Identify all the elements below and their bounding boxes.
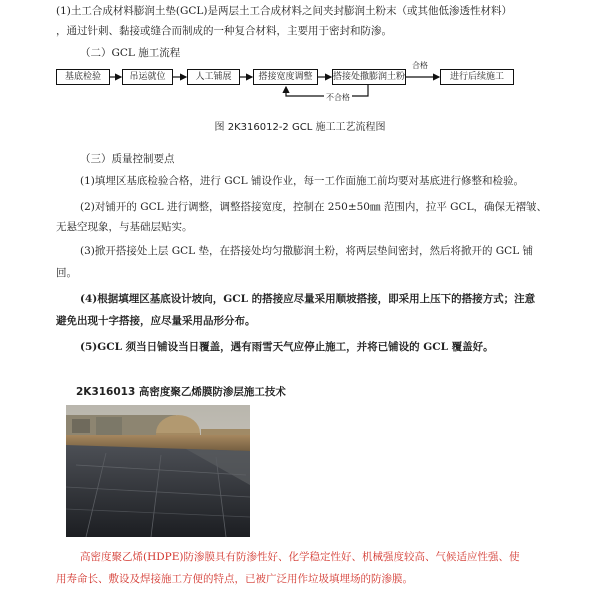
flow-pass-label: 合格 [412,61,428,70]
flow-step-base-inspection: 基底检验 [56,69,110,85]
section-heading-hdpe: 2K316013 高密度聚乙烯膜防渗层施工技术 [76,386,286,398]
section-heading-construction-flow: （二）GCL 施工流程 [80,47,181,59]
quality-point-1: (1)填埋区基底检验合格，进行 GCL 铺设作业，每一工作面施工前均要对基底进行修整和检验。 [80,175,524,187]
section-heading-quality-control: （三）质量控制要点 [80,153,175,165]
quality-point-2-line1: (2)对铺开的 GCL 进行调整，调整搭接宽度，控制在 250±50㎜ 范围内，拉平 GCL，确保无褶皱、 [80,201,548,213]
quality-point-3-line1: (3)掀开搭接处上层 GCL 垫，在搭接处均匀撒膨润土粉，将两层垫间密封，然后将掀开的 GCL 铺 [80,245,534,257]
hdpe-description-line2: 用寿命长、敷设及焊接施工方便的特点，已被广泛用作垃圾填埋场的防渗膜。 [56,573,413,585]
hdpe-landfill-photo [66,405,250,537]
quality-point-3-line2: 回。 [56,267,77,279]
quality-point-4-line2: 避免出现十字搭接，应尽量采用品形分布。 [56,315,256,327]
paragraph-gcl-definition-line2: ，通过针刺、黏接或缝合而制成的一种复合材料，主要用于密封和防渗。 [56,25,392,37]
hdpe-description-line1: 高密度聚乙烯(HDPE)防渗膜具有防渗性好、化学稳定性好、机械强度较高、气候适应性强、使 [80,551,520,563]
quality-point-5: (5)GCL 须当日铺设当日覆盖，遇有雨雪天气应停止施工，并将已铺设的 GCL 覆盖好。 [80,341,494,353]
flow-step-manual-spread: 人工铺展 [187,69,240,85]
flow-step-hoist-position: 吊运就位 [122,69,173,85]
quality-point-4-line1: (4)根据填埋区基底设计坡向，GCL 的搭接应尽量采用顺坡搭接，即采用上压下的搭接方式；注意 [80,293,536,305]
flow-step-overlap-adjust: 搭接宽度调整 [253,69,318,85]
flow-fail-label: 不合格 [326,93,350,102]
figure-caption: 图 2K316012-2 GCL 施工工艺流程图 [214,122,386,133]
gcl-flow-diagram [56,61,556,106]
quality-point-2-line2: 无悬空现象，与基础层贴实。 [56,221,193,233]
paragraph-gcl-definition-line1: (1)土工合成材料膨润土垫(GCL)是两层土工合成材料之间夹封膨润土粉末（或其他低渗透性材料） [56,5,512,17]
flow-step-subsequent-work: 进行后续施工 [440,69,514,85]
flow-step-bentonite-powder: 搭接处撒膨润土粉 [332,69,406,85]
